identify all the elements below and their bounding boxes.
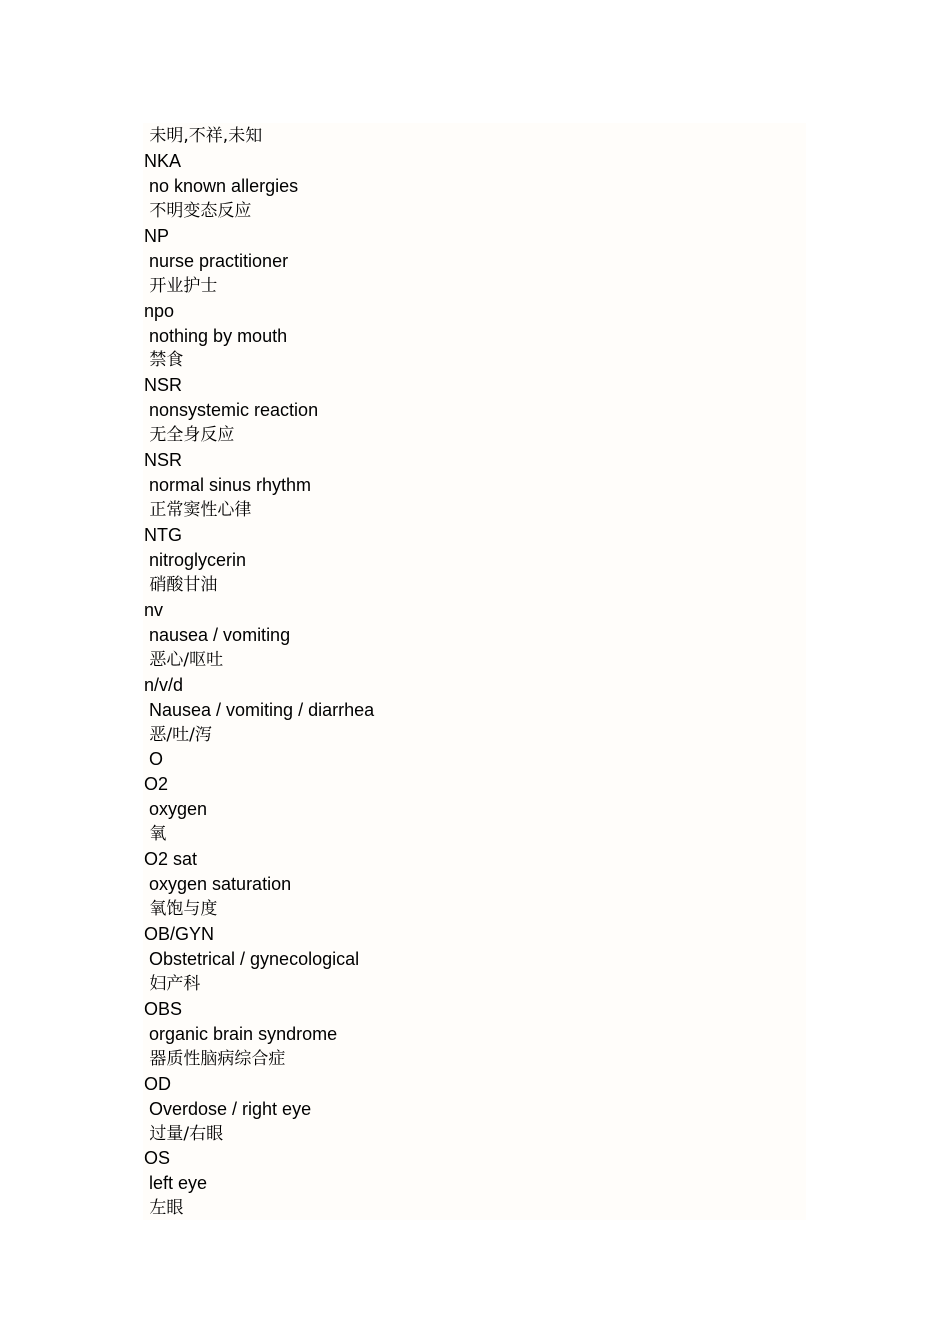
english-definition: nonsystemic reaction: [144, 400, 319, 421]
chinese-translation: 氧: [144, 824, 167, 845]
english-definition: organic brain syndrome: [144, 1023, 338, 1044]
abbreviation-term: NSR: [144, 450, 183, 471]
chinese-translation: 正常窦性心律: [144, 500, 252, 521]
english-definition: nitroglycerin: [144, 549, 247, 570]
abbreviation-term: O2: [144, 774, 169, 795]
english-definition: Overdose / right eye: [144, 1098, 312, 1119]
chinese-translation: 过量/右眼: [144, 1123, 224, 1144]
chinese-translation: 未明,不祥,未知: [144, 126, 263, 146]
abbreviation-term: n/v/d: [144, 674, 184, 695]
english-definition: Nausea / vomiting / diarrhea: [144, 699, 375, 720]
abbreviation-term: OD: [144, 1073, 171, 1094]
chinese-translation: 器质性脑病综合症: [144, 1048, 286, 1069]
chinese-translation: 不明变态反应: [144, 200, 252, 221]
english-definition: left eye: [144, 1173, 208, 1194]
abbreviation-term: npo: [144, 300, 175, 321]
abbreviation-term: NSR: [144, 375, 183, 396]
chinese-translation: 开业护士: [144, 275, 218, 296]
abbreviation-term: nv: [144, 599, 164, 620]
abbreviation-term: NP: [144, 225, 170, 246]
english-definition: Obstetrical / gynecological: [144, 948, 360, 969]
abbreviation-term: OB/GYN: [144, 924, 215, 944]
english-definition: nothing by mouth: [144, 325, 288, 346]
abbreviation-term: OBS: [144, 998, 183, 1019]
abbreviation-term: NKA: [144, 150, 182, 171]
abbreviation-term: NTG: [144, 525, 182, 545]
english-definition: no known allergies: [144, 175, 299, 196]
chinese-translation: 无全身反应: [144, 425, 235, 446]
english-definition: O: [144, 749, 164, 770]
chinese-translation: 恶/吐/泻: [144, 724, 212, 745]
chinese-translation: 妇产科: [144, 973, 201, 994]
chinese-translation: 硝酸甘油: [144, 574, 218, 595]
english-definition: oxygen saturation: [144, 874, 292, 895]
english-definition: oxygen: [144, 799, 208, 820]
english-definition: normal sinus rhythm: [144, 475, 312, 496]
chinese-translation: 恶心/呕吐: [144, 649, 224, 670]
abbreviation-term: O2 sat: [144, 849, 198, 870]
english-definition: nausea / vomiting: [144, 624, 291, 645]
chinese-translation: 氧饱与度: [144, 899, 218, 920]
chinese-translation: 左眼: [144, 1198, 184, 1219]
abbreviation-list: [144, 124, 804, 1221]
chinese-translation: 禁食: [144, 350, 184, 371]
abbreviation-term: OS: [144, 1148, 171, 1169]
english-definition: nurse practitioner: [144, 250, 289, 271]
